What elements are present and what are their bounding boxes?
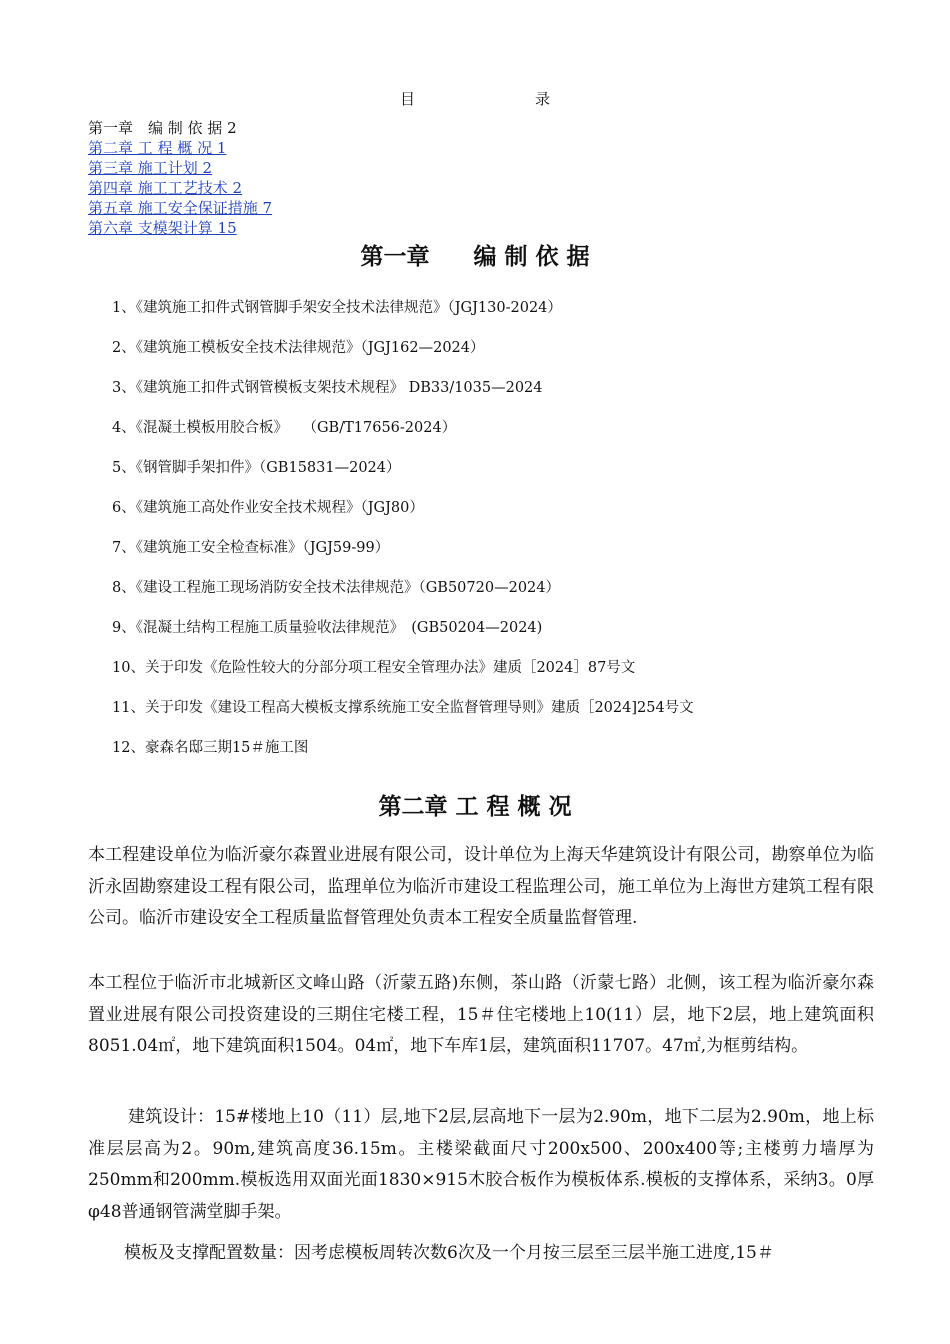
reference-item: 11、关于印发《建设工程高大模板支撑系统施工安全监督管理导则》建质［2024]254号文 <box>112 700 694 716</box>
overview-paragraph-2: 本工程位于临沂市北城新区文峰山路（沂蒙五路)东侧，茶山路（沂蒙七路）北侧，该工程为临沂豪尔森置业进展有限公司投资建设的三期住宅楼工程，15＃住宅楼地上10(11）层，地下2层，地上建筑面积8051.04㎡，地下建筑面积1504。04㎡，地下车库1层，建筑面积11707。47㎡,为框剪结构。 <box>88 973 874 1056</box>
reference-list <box>112 298 694 778</box>
reference-item: 12、豪森名邸三期15＃施工图 <box>112 740 309 756</box>
toc-link-chapter-2[interactable]: 第二章 工 程 概 况 1 <box>88 139 227 157</box>
chapter-1-heading <box>0 238 950 271</box>
reference-item: 8、《建设工程施工现场消防安全技术法律规范》（GB50720—2024） <box>112 580 560 596</box>
reference-item: 2、《建筑施工模板安全技术法律规范》（JGJ162—2024） <box>112 340 485 356</box>
overview-paragraph-4: 模板及支撑配置数量：因考虑模板周转次数6次及一个月按三层至三层半施工进度,15＃ <box>124 1243 774 1263</box>
table-of-contents <box>88 118 272 238</box>
reference-item: 9、《混凝土结构工程施工质量验收法律规范》 (GB50204—2024) <box>112 620 543 636</box>
toc-title-left: 目 <box>399 90 415 108</box>
toc-link-chapter-5[interactable]: 第五章 施工安全保证措施 7 <box>88 199 273 217</box>
overview-paragraph-3: 建筑设计：15#楼地上10（11）层,地下2层,层高地下一层为2.90m，地下二层为2.90m，地上标准层层高为2。90m,建筑高度36.15m。主楼梁截面尺寸200x500、200x400等;主楼剪力墙厚为250mm和200mm.模板选用双面光面1830×915木胶合板作为模板体系.模板的支撑体系，采纳3。0厚φ48普通钢管满堂脚手架。 <box>88 1107 874 1222</box>
chapter-1-title: 编 制 依 据 <box>473 243 590 270</box>
toc-link-chapter-4[interactable]: 第四章 施工工艺技术 2 <box>88 179 243 197</box>
chapter-2-heading: 第二章 工 程 概 况 <box>378 793 572 820</box>
reference-item: 1、《建筑施工扣件式钢管脚手架安全技术法律规范》（JGJ130-2024） <box>112 300 562 316</box>
overview-paragraph-1: 本工程建设单位为临沂豪尔森置业进展有限公司，设计单位为上海天华建筑设计有限公司，勘察单位为临沂永固勘察建设工程有限公司，监理单位为临沂市建设工程监理公司，施工单位为上海世方建筑工程有限公司。临沂市建设安全工程质量监督管理处负责本工程安全质量监督管理. <box>88 845 874 928</box>
toc-title <box>0 88 950 109</box>
chapter-1-number: 第一章 <box>360 243 430 270</box>
toc-title-right: 录 <box>535 90 551 108</box>
reference-item: 6、《建筑施工高处作业安全技术规程》（JGJ80） <box>112 500 424 516</box>
reference-item: 3、《建筑施工扣件式钢管模板支架技术规程》 DB33/1035—2024 <box>112 380 543 396</box>
reference-item: 7、《建筑施工安全检查标准》（JGJ59-99） <box>112 540 390 556</box>
toc-link-chapter-6[interactable]: 第六章 支模架计算 15 <box>88 219 237 237</box>
toc-item-chapter-1: 第一章 编 制 依 据 2 <box>88 119 237 137</box>
reference-item: 5、《钢管脚手架扣件》（GB15831—2024） <box>112 460 401 476</box>
reference-item: 10、关于印发《危险性较大的分部分项工程安全管理办法》建质［2024］87号文 <box>112 660 636 676</box>
toc-link-chapter-3[interactable]: 第三章 施工计划 2 <box>88 159 213 177</box>
reference-item: 4、《混凝土模板用胶合板》 （GB/T17656-2024） <box>112 420 457 436</box>
